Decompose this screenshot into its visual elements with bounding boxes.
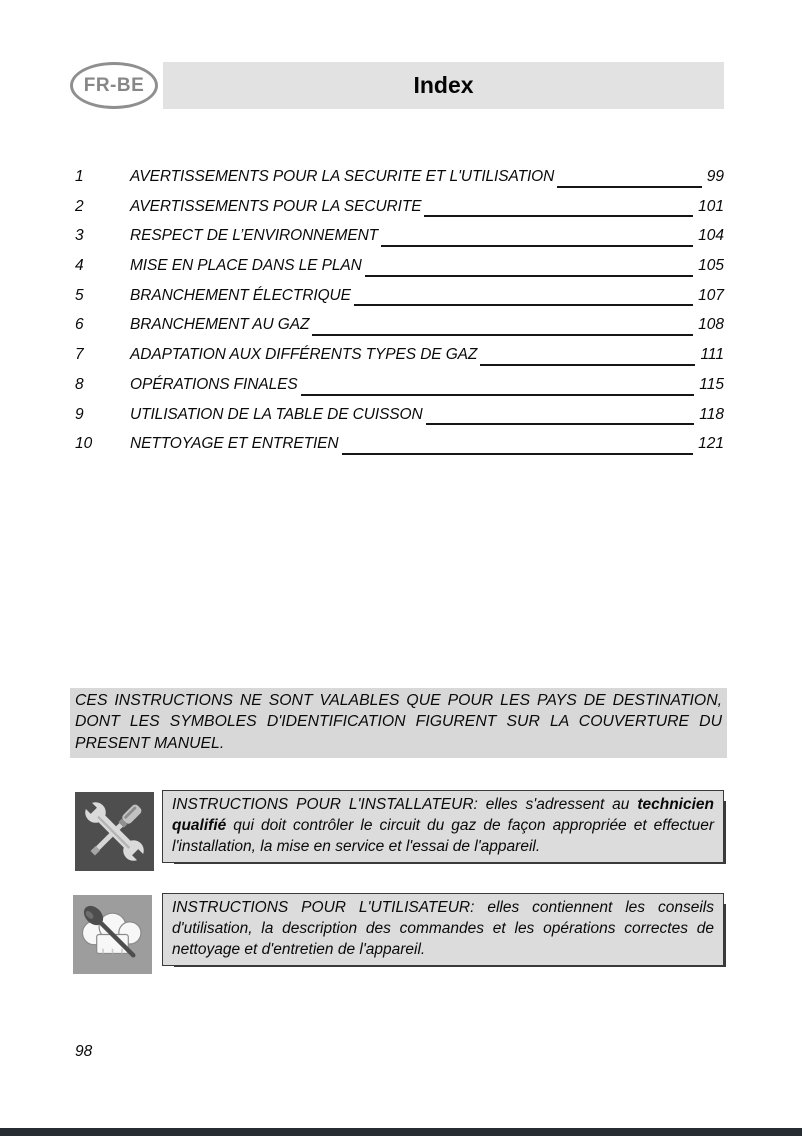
- toc-entry-number: 3: [75, 227, 84, 245]
- bottom-edge-bar: [0, 1128, 802, 1136]
- toc-entry-title: OPÉRATIONS FINALES: [130, 375, 298, 393]
- toc-row: [75, 281, 724, 311]
- toc-leader-line: [381, 245, 693, 247]
- toc-row: [75, 221, 724, 251]
- toc-entry-number: 10: [75, 435, 93, 453]
- toc-entry-page: 104: [698, 227, 724, 245]
- toc-entry-title: UTILISATION DE LA TABLE DE CUISSON: [130, 405, 423, 423]
- toc-row: [75, 251, 724, 281]
- toc-entry-page: 101: [698, 197, 724, 215]
- toc-leader-line: [354, 304, 693, 306]
- page-title: Index: [413, 72, 474, 98]
- toc-leader-line: [312, 334, 693, 336]
- toc-entry-page: 107: [698, 286, 724, 304]
- toc-entry-title: MISE EN PLACE DANS LE PLAN: [130, 257, 362, 275]
- toc-row: [75, 429, 724, 459]
- toc-row: [75, 162, 724, 192]
- toc-entry-number: 4: [75, 257, 84, 275]
- toc-leader-line: [557, 186, 702, 188]
- toc-entry-title: RESPECT DE L’ENVIRONNEMENT: [130, 227, 379, 245]
- page-number: 98: [75, 1043, 93, 1060]
- chef-hat-spoon-icon: [73, 895, 152, 974]
- toc-entry-page: 118: [699, 405, 724, 423]
- installer-note-bold: technicien qualifié: [172, 796, 714, 834]
- toc-leader-line: [301, 394, 695, 396]
- toc-leader-line: [426, 423, 695, 425]
- installer-note-text-cont: qui doit contrôler le circuit du gaz de façon appropriée et effectuer l'installation, la mise en service et l'essai de l'appareil.: [172, 817, 714, 855]
- toc-entry-number: 9: [75, 405, 84, 423]
- installer-note-text: INSTRUCTIONS POUR L'INSTALLATEUR: elles s'adressent au: [172, 796, 638, 813]
- toc-row: [75, 340, 724, 370]
- user-note-text: INSTRUCTIONS POUR L'UTILISATEUR: elles contiennent les conseils d'utilisation, la description des commandes et les opérations correctes de nettoyage et d'entretien de l'appareil.: [172, 899, 714, 958]
- title-bar: [163, 62, 724, 109]
- installer-instructions-note: [162, 790, 724, 863]
- country-badge-label: FR-BE: [83, 74, 145, 96]
- toc-row: [75, 192, 724, 222]
- table-of-contents: [75, 162, 724, 459]
- toc-entry-title: ADAPTATION AUX DIFFÉRENTS TYPES DE GAZ: [130, 346, 478, 364]
- toc-leader-line: [365, 275, 693, 277]
- toc-entry-number: 2: [75, 197, 84, 215]
- toc-entry-number: 8: [75, 375, 84, 393]
- toc-row: [75, 370, 724, 400]
- toc-entry-title: AVERTISSEMENTS POUR LA SECURITE ET L'UTILISATION: [130, 168, 555, 185]
- toc-entry-page: 108: [698, 316, 724, 334]
- toc-entry-page: 111: [700, 346, 724, 364]
- toc-entry-number: 7: [75, 346, 84, 364]
- toc-entry-number: 6: [75, 316, 84, 334]
- toc-entry-page: 121: [698, 435, 724, 453]
- toc-entry-title: NETTOYAGE ET ENTRETIEN: [130, 435, 339, 453]
- wrench-screwdriver-icon: [75, 792, 154, 871]
- toc-entry-number: 5: [75, 286, 84, 304]
- country-badge: [70, 62, 158, 109]
- toc-entry-page: 115: [699, 375, 724, 393]
- country-validity-notice: CES INSTRUCTIONS NE SONT VALABLES QUE POUR LES PAYS DE DESTINATION, DONT LES SYMBOLES D'IDENTIFICATION FIGURENT SUR LA COUVERTURE DU PRESENT MANUEL.: [70, 688, 727, 758]
- toc-entry-title: BRANCHEMENT AU GAZ: [130, 316, 310, 334]
- toc-entry-title: BRANCHEMENT ÉLECTRIQUE: [130, 286, 351, 304]
- toc-entry-number: 1: [75, 168, 84, 185]
- toc-entry-page: 99: [706, 168, 724, 185]
- user-instructions-note: [162, 893, 724, 966]
- toc-leader-line: [480, 364, 695, 366]
- toc-entry-page: 105: [698, 257, 724, 275]
- toc-row: [75, 400, 724, 430]
- page-header: [70, 62, 724, 109]
- toc-row: [75, 310, 724, 340]
- toc-entry-title: AVERTISSEMENTS POUR LA SECURITE: [130, 197, 422, 215]
- toc-leader-line: [424, 215, 693, 217]
- toc-leader-line: [342, 453, 694, 455]
